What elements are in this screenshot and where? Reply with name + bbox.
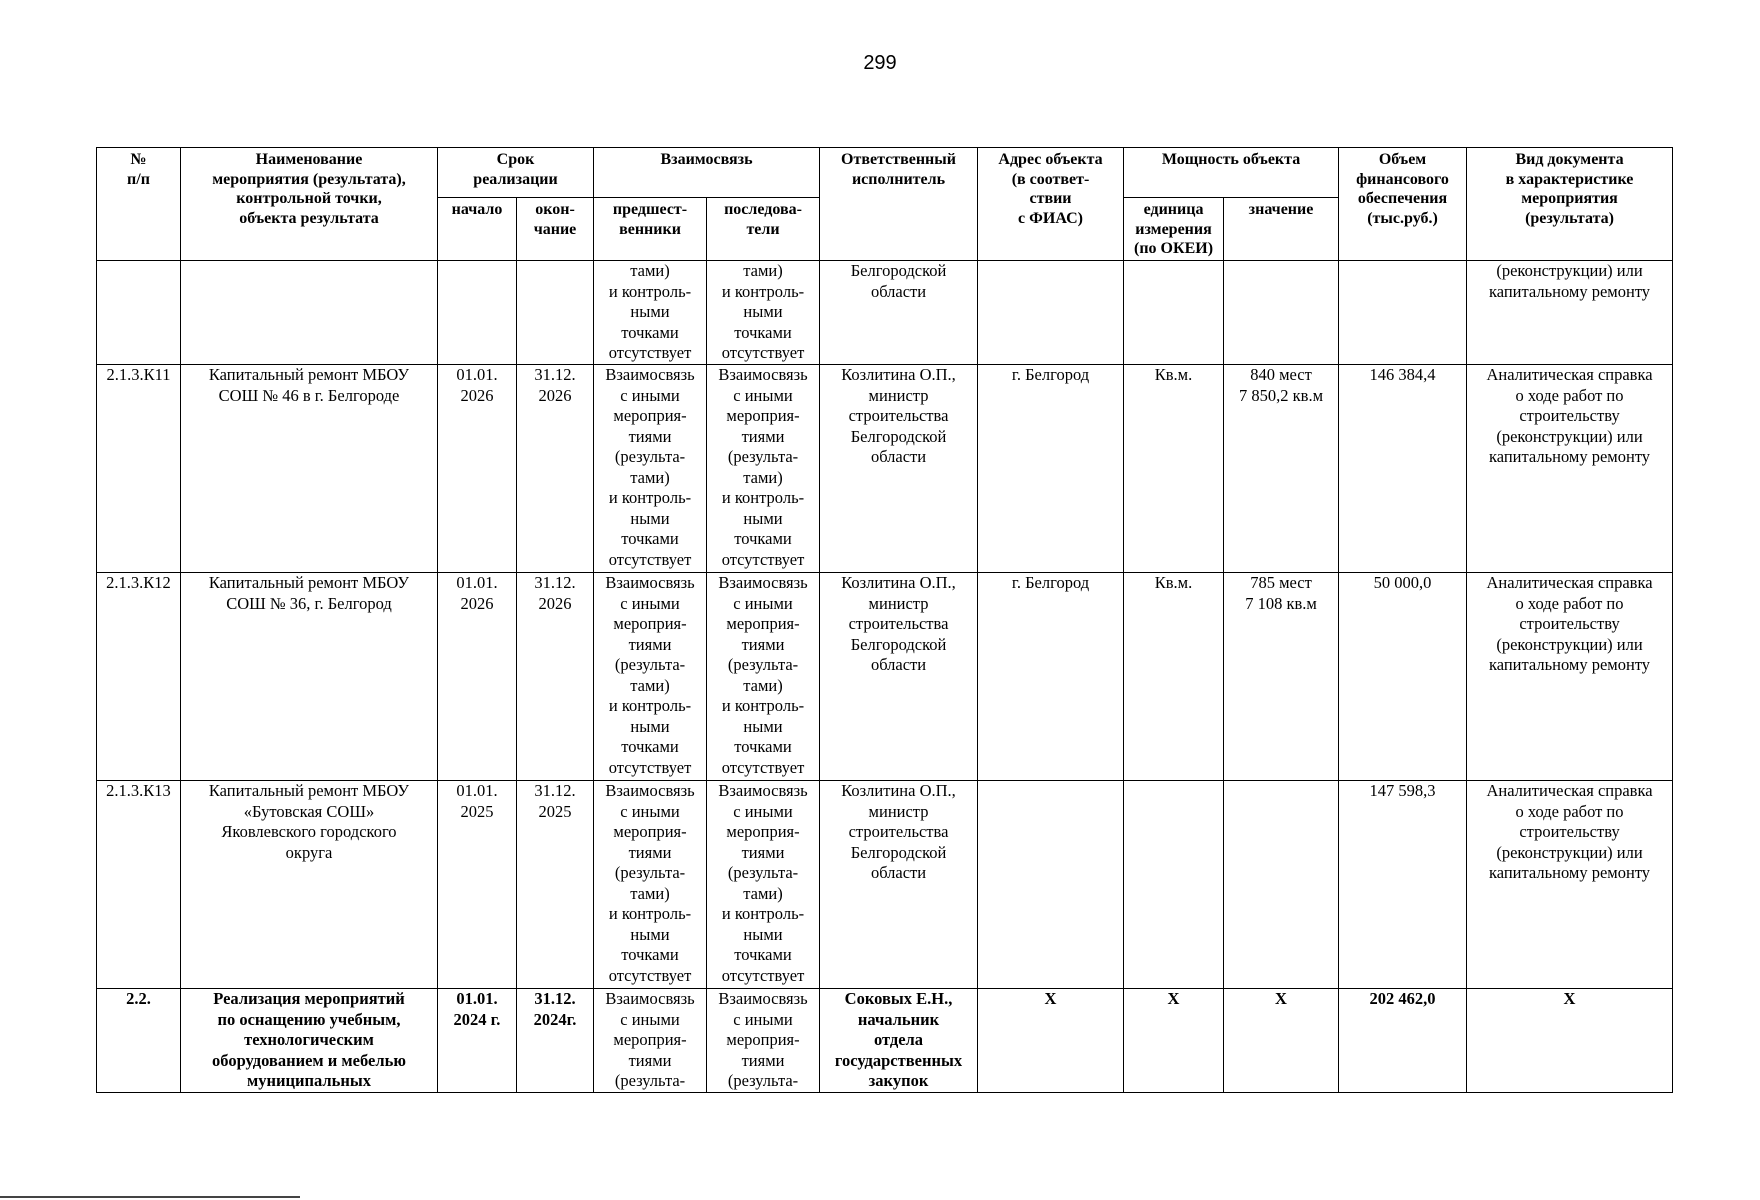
cell-pred: тами) и контроль- ными точками отсутствует [594, 261, 707, 365]
header-link-succ: последова- тели [707, 198, 820, 261]
cell-value: Х [1224, 989, 1339, 1093]
cell-succ: Взаимосвязь с иными мероприя- тиями (результа- тами) и контроль- ными точками отсутствует [707, 365, 820, 573]
header-num: № п/п [97, 148, 181, 261]
cell-start: 01.01. 2024 г. [438, 989, 517, 1093]
header-term: Срок реализации [438, 148, 594, 198]
cell-value [1224, 781, 1339, 989]
cell-num: 2.2. [97, 989, 181, 1093]
header-responsible: Ответственный исполнитель [820, 148, 978, 261]
activities-table [96, 147, 1673, 1093]
header-term-start: начало [438, 198, 517, 261]
cell-end: 31.12. 2025 [517, 781, 594, 989]
cell-succ: тами) и контроль- ными точками отсутствует [707, 261, 820, 365]
cell-responsible: Козлитина О.П., министр строительства Белгородской области [820, 365, 978, 573]
cell-succ: Взаимосвязь с иными мероприя- тиями (результа- [707, 989, 820, 1093]
cell-finance: 147 598,3 [1339, 781, 1467, 989]
cell-succ: Взаимосвязь с иными мероприя- тиями (результа- тами) и контроль- ными точками отсутствует [707, 781, 820, 989]
cell-doc: Аналитическая справка о ходе работ по строительству (реконструкции) или капитальному ремонту [1467, 573, 1673, 781]
cell-doc: Х [1467, 989, 1673, 1093]
header-cap-unit: единица измерения (по ОКЕИ) [1124, 198, 1224, 261]
table-row [97, 989, 1673, 1093]
header-capacity: Мощность объекта [1124, 148, 1339, 198]
cell-end: 31.12. 2026 [517, 573, 594, 781]
cell-pred: Взаимосвязь с иными мероприя- тиями (результа- тами) и контроль- ными точками отсутствует [594, 781, 707, 989]
cell-doc: Аналитическая справка о ходе работ по строительству (реконструкции) или капитальному ремонту [1467, 365, 1673, 573]
cell-name: Капитальный ремонт МБОУ СОШ № 36, г. Белгород [181, 573, 438, 781]
cell-value [1224, 261, 1339, 365]
cell-pred: Взаимосвязь с иными мероприя- тиями (результа- тами) и контроль- ными точками отсутствует [594, 573, 707, 781]
cell-value: 785 мест 7 108 кв.м [1224, 573, 1339, 781]
cell-unit: Кв.м. [1124, 365, 1224, 573]
header-link: Взаимосвязь [594, 148, 820, 198]
cell-responsible: Белгородской области [820, 261, 978, 365]
scan-edge-line [0, 1196, 300, 1198]
cell-unit: Х [1124, 989, 1224, 1093]
header-name: Наименование мероприятия (результата), контрольной точки, объекта результата [181, 148, 438, 261]
cell-address: г. Белгород [978, 365, 1124, 573]
header-term-end: окон- чание [517, 198, 594, 261]
cell-value: 840 мест 7 850,2 кв.м [1224, 365, 1339, 573]
page-number: 299 [863, 52, 897, 74]
header-link-pred: предшест- венники [594, 198, 707, 261]
cell-start: 01.01. 2025 [438, 781, 517, 989]
cell-end [517, 261, 594, 365]
cell-num: 2.1.3.К11 [97, 365, 181, 573]
cell-doc: Аналитическая справка о ходе работ по строительству (реконструкции) или капитальному ремонту [1467, 781, 1673, 989]
cell-finance: 50 000,0 [1339, 573, 1467, 781]
cell-start: 01.01. 2026 [438, 573, 517, 781]
cell-address [978, 781, 1124, 989]
cell-end: 31.12. 2026 [517, 365, 594, 573]
cell-finance [1339, 261, 1467, 365]
cell-name: Капитальный ремонт МБОУ «Бутовская СОШ» Яковлевского городского округа [181, 781, 438, 989]
cell-name: Реализация мероприятий по оснащению учебным, технологическим оборудованием и мебелью муниципальных [181, 989, 438, 1093]
cell-doc: (реконструкции) или капитальному ремонту [1467, 261, 1673, 365]
cell-address: Х [978, 989, 1124, 1093]
cell-address: г. Белгород [978, 573, 1124, 781]
cell-unit [1124, 781, 1224, 989]
table-row [97, 261, 1673, 365]
table-row [97, 781, 1673, 989]
cell-name: Капитальный ремонт МБОУ СОШ № 46 в г. Белгороде [181, 365, 438, 573]
cell-start [438, 261, 517, 365]
cell-unit [1124, 261, 1224, 365]
cell-responsible: Козлитина О.П., министр строительства Белгородской области [820, 573, 978, 781]
cell-pred: Взаимосвязь с иными мероприя- тиями (результа- тами) и контроль- ными точками отсутствует [594, 365, 707, 573]
cell-num: 2.1.3.К12 [97, 573, 181, 781]
cell-finance: 202 462,0 [1339, 989, 1467, 1093]
cell-responsible: Козлитина О.П., министр строительства Белгородской области [820, 781, 978, 989]
cell-num [97, 261, 181, 365]
cell-start: 01.01. 2026 [438, 365, 517, 573]
header-finance: Объем финансового обеспечения (тыс.руб.) [1339, 148, 1467, 261]
cell-address [978, 261, 1124, 365]
cell-pred: Взаимосвязь с иными мероприя- тиями (результа- [594, 989, 707, 1093]
table-row [97, 573, 1673, 781]
header-doc-type: Вид документа в характеристике мероприятия (результата) [1467, 148, 1673, 261]
cell-succ: Взаимосвязь с иными мероприя- тиями (результа- тами) и контроль- ными точками отсутствует [707, 573, 820, 781]
table-row [97, 365, 1673, 573]
cell-finance: 146 384,4 [1339, 365, 1467, 573]
cell-name [181, 261, 438, 365]
header-address: Адрес объекта (в соответ- ствии с ФИАС) [978, 148, 1124, 261]
cell-end: 31.12. 2024г. [517, 989, 594, 1093]
cell-responsible: Соковых Е.Н., начальник отдела государственных закупок [820, 989, 978, 1093]
header-cap-value: значение [1224, 198, 1339, 261]
cell-unit: Кв.м. [1124, 573, 1224, 781]
cell-num: 2.1.3.К13 [97, 781, 181, 989]
